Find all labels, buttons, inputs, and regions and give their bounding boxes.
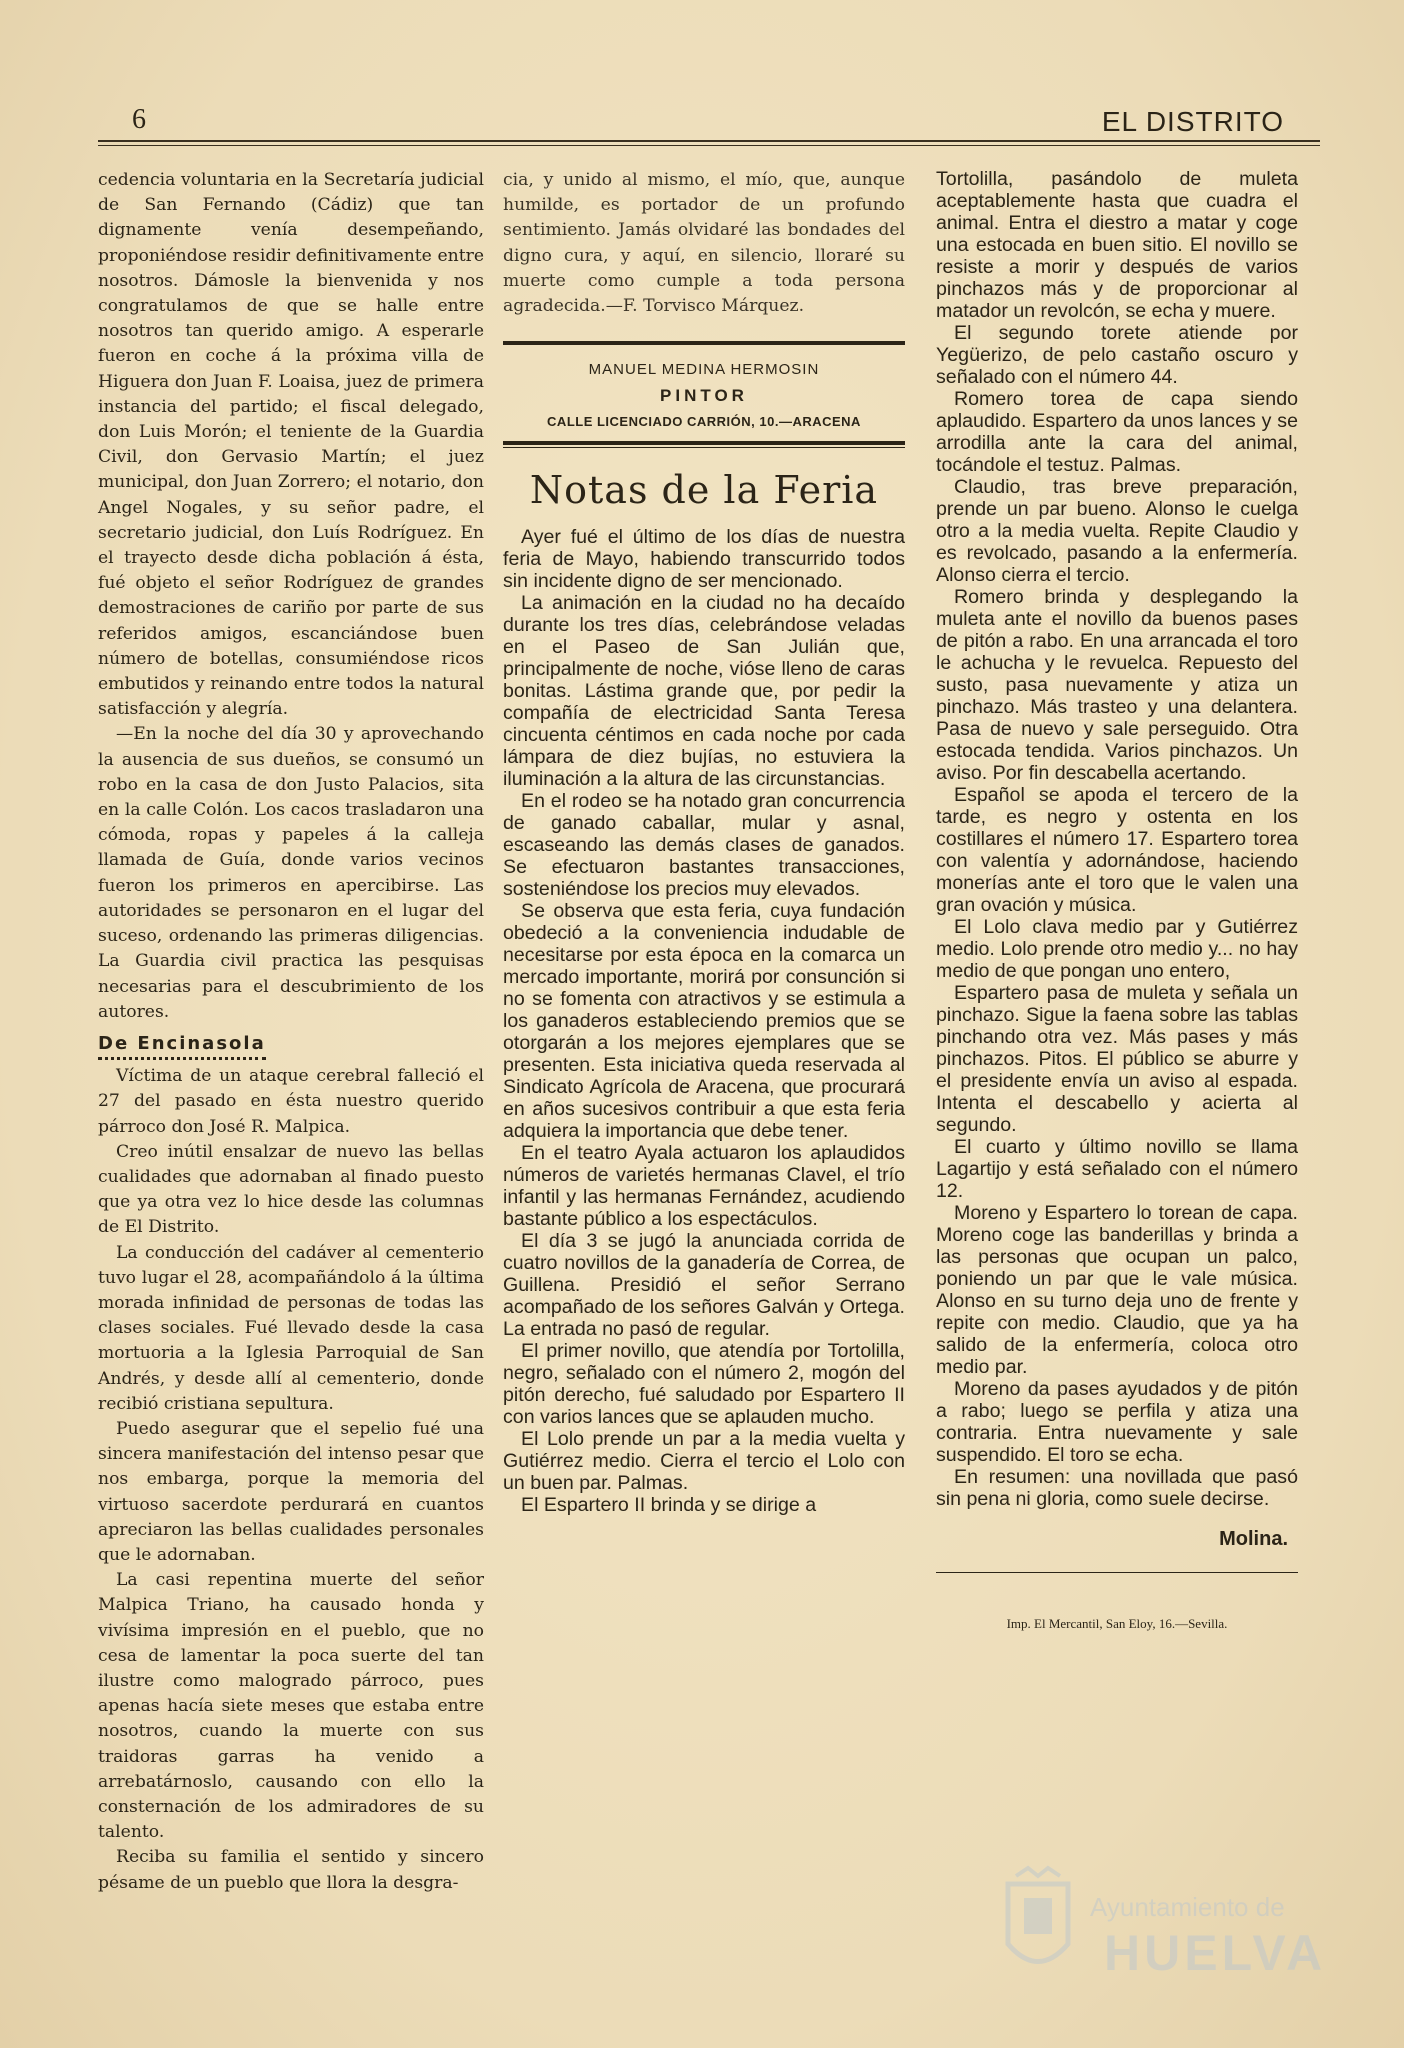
article-paragraph: La casi repentina muerte del señor Malpica Triano, ha causado honda y vivísima impresión en el pueblo, que no cesa de lamentar la poca suerte del tan ilustre como malogrado párroco, pues apenas hacía siete meses que estaba entre nosotros, cuando la muerte con sus traidoras garras ha venido a arrebatárnoslo, causando con ello la consternación de los admiradores de su talento. bbox=[98, 1570, 484, 1843]
article-paragraph: La animación en la ciudad no ha decaído durante los tres días, celebrándose veladas en el Paseo de San Julián que, principalmente de noche, vióse lleno de caras bonitas. Lástima grande que, por pedir la compañía de electricidad Santa Teresa cincuenta céntimos en cada noche por cada lámpara de diez bujías, no estuviera la iluminación a la altura de las circunstancias. bbox=[503, 592, 905, 791]
article-paragraph: El Lolo prende un par a la media vuelta y Gutiérrez medio. Cierra el tercio el Lolo con un buen par. Palmas. bbox=[503, 1428, 905, 1495]
archive-watermark bbox=[998, 1864, 1328, 2004]
article-paragraph: Romero torea de capa siendo aplaudido. Espartero da unos lances y se arrodilla ante la cara del animal, tocándole el testuz. Palmas. bbox=[936, 388, 1298, 476]
watermark-line-2: HUELVA bbox=[1104, 1925, 1327, 1981]
column-2 bbox=[503, 168, 905, 1516]
divider-rule-thin bbox=[503, 447, 905, 448]
article-paragraph: El primer novillo, que atendía por Tortolilla, negro, señalado con el número 2, mogón del pitón derecho, fué saludado por Espartero II con varios lances que se aplauden mucho. bbox=[503, 1340, 905, 1429]
article-paragraph: Puedo asegurar que el sepelio fué una sincera manifestación del intenso pesar que nos embarga, porque la memoria del virtuoso sacerdote perdurará en cuantos apreciaron las bellas cualidades personales que le adornaban. bbox=[98, 1418, 484, 1565]
article-paragraph: —En la noche del día 30 y aprovechando la ausencia de sus dueños, se consumó un robo en la casa de don Justo Palacios, sita en la calle Colón. Los cacos trasladaron una cómoda, ropas y papeles á la calleja llamada de Guía, donde varios vecinos fueron los primeros en apercibirse. Las autoridades se personaron en el lugar del suceso, ordenando las primeras diligencias. La Guardia civil practica las pesquisas necesarias para el descubrimiento de los autores. bbox=[98, 724, 484, 1022]
divider-rule-thin bbox=[936, 1572, 1298, 1573]
article-paragraph: En el rodeo se ha notado gran concurrencia de ganado caballar, mular y asnal, escaseando las demás clases de ganados. Se efectuaron bastantes transacciones, sosteniéndose los precios muy elevados. bbox=[503, 790, 905, 901]
ad-address: CALLE LICENCIADO CARRIÓN, 10.—ARACENA bbox=[547, 414, 861, 430]
ad-name: MANUEL MEDINA HERMOSIN bbox=[588, 361, 820, 379]
article-paragraph: El día 3 se jugó la anunciada corrida de cuatro novillos de la ganadería de Correa, de Guillena. Presidió el señor Serrano acompañado de los señores Galván y Ortega. La entrada no pasó de regular. bbox=[503, 1230, 905, 1341]
article-paragraph: En el teatro Ayala actuaron los aplaudidos números de varietés hermanas Clavel, el trío infantil y las hermanas Fernández, acudiendo bastante público a los espectáculos. bbox=[503, 1142, 905, 1231]
article-paragraph: Víctima de un ataque cerebral falleció el 27 del pasado en ésta nuestro querido párroco don José R. Malpica. bbox=[98, 1066, 484, 1137]
article-paragraph: El cuarto y último novillo se llama Lagartijo y está señalado con el número 12. bbox=[936, 1136, 1298, 1202]
watermark-line-1: Ayuntamiento de bbox=[1090, 1892, 1285, 1922]
header-rule-thin bbox=[98, 145, 1320, 146]
advertisement bbox=[503, 345, 905, 441]
section-subhead: De Encinasola bbox=[98, 1031, 266, 1060]
article-paragraph: El segundo torete atiende por Yegüerizo, de pelo castaño oscuro y señalado con el número 44. bbox=[936, 322, 1298, 388]
section-title: Notas de la Feria bbox=[529, 468, 879, 513]
printer-imprint: Imp. El Mercantil, San Eloy, 16.—Sevilla. bbox=[1006, 1616, 1228, 1631]
article-paragraph: En resumen: una novillada que pasó sin pena ni gloria, como suele decirse. bbox=[936, 1466, 1298, 1510]
article-paragraph: Ayer fué el último de los días de nuestra feria de Mayo, habiendo transcurrido todos sin incidente digno de ser mencionado. bbox=[503, 526, 905, 593]
author-signature: Molina. bbox=[1219, 1528, 1288, 1550]
article-paragraph: Claudio, tras breve preparación, prende un par bueno. Alonso le cuelga otro a la media vuelta. Repite Claudio y es revolcado, pasando a la enfermería. Alonso cierra el tercio. bbox=[936, 476, 1298, 586]
article-paragraph: Reciba su familia el sentido y sincero pésame de un pueblo que llora la desgra- bbox=[98, 1847, 484, 1893]
article-paragraph: Romero brinda y desplegando la muleta ante el novillo da buenos pases de pitón a rabo. En una arrancada el toro le achucha y le revuelca. Repuesto del susto, pasa nuevamente y atiza un pinchazo. Más trasteo y una delantera. Pasa de nuevo y sale perseguido. Otra estocada tendida. Varios pinchazos. Un aviso. Por fin descabella acertando. bbox=[936, 586, 1298, 784]
article-paragraph: Moreno da pases ayudados y de pitón a rabo; luego se perfila y atiza una contraria. Entra nuevamente y sale suspendido. El toro se echa. bbox=[936, 1378, 1298, 1466]
article-paragraph: La conducción del cadáver al cementerio tuvo lugar el 28, acompañándolo á la última morada infinidad de personas de todas las clases sociales. Fué llevado desde la casa mortuoria a la Iglesia Parroquial de San Andrés, y desde allí al cementerio, donde recibió cristiana sepultura. bbox=[98, 1242, 484, 1414]
article-paragraph: El Lolo clava medio par y Gutiérrez medio. Lolo prende otro medio y... no hay medio de que pongan uno entero, bbox=[936, 916, 1298, 982]
article-paragraph: El Espartero II brinda y se dirige a bbox=[521, 1494, 817, 1517]
article-paragraph: Se observa que esta feria, cuya fundación obedeció a la conveniencia indudable de necesitarse por esta época en la comarca un mercado importante, morirá por consunción si no se fomenta con atractivos y se estimula a los ganaderos estableciendo premios que se otorgarán a los mejores ejemplares que se presenten. Esta iniciativa queda reservada al Sindicato Agrícola de Aracena, que procurará en años sucesivos contribuir a que esta feria adquiera la importancia que debe tener. bbox=[503, 900, 905, 1143]
page-header bbox=[98, 104, 1320, 144]
article-paragraph: Español se apoda el tercero de la tarde, es negro y ostenta en los costillares el número 17. Espartero torea con valentía y adornándose, haciendo monerías ante el toro que le valen una gran ovación y música. bbox=[936, 784, 1298, 916]
article-paragraph: Moreno y Espartero lo torean de capa. Moreno coge las banderillas y brinda a las personas que ocupan un palco, poniendo un par que le vale música. Alonso en su turno deja uno de frente y repite con medio. Claudio, que ya ha salido de la enfermería, coloca otro medio par. bbox=[936, 1202, 1298, 1378]
article-paragraph: Tortolilla, pasándolo de muleta aceptablemente hasta que cuadra el animal. Entra el diestro a matar y coge una estocada en buen sitio. El novillo se resiste a morir y después de varios pinchazos más y de proporcionar al matador un revolcón, se echa y muere. bbox=[936, 168, 1298, 322]
ad-trade: PINTOR bbox=[660, 386, 748, 406]
column-1 bbox=[98, 168, 484, 1896]
page-number: 6 bbox=[132, 104, 146, 135]
article-paragraph: cedencia voluntaria en la Secretaría judicial de San Fernando (Cádiz) que tan dignamente venía desempeñando, proponiéndose residir definitivamente entre nosotros. Dámosle la bienvenida y nos congratulamos de que se halle entre nosotros tan querido amigo. A esperarle fueron en coche á la próxima villa de Higuera don Juan F. Loaisa, juez de primera instancia del partido; el fiscal delegado, don Luis Morón; el teniente de la Guardia Civil, don Gervasio Martín; el juez municipal, don Juan Zorrero; el notario, don Angel Nogales, y su señor padre, el secretario judicial, don Luís Rodríguez. En el trayecto desde dicha población á ésta, fué objeto el señor Rodríguez de grandes demostraciones de cariño por parte de sus referidos amigos, escanciándose buen número de botellas, consumiéndose ricos embutidos y reinando entre todos la natural satisfacción y alegría. bbox=[98, 170, 484, 720]
article-continuation: cia, y unido al mismo, el mío, que, aunque humilde, es portador de un profundo sentimiento. Jamás olvidaré las bondades del digno cura, y aquí, en silencio, lloraré su muerte como cumple a toda persona agradecida.—F. Torvisco Márquez. bbox=[503, 170, 905, 317]
article-paragraph: Espartero pasa de muleta y señala un pinchazo. Sigue la faena sobre las tablas pinchando otra vez. Más pases y más pinchazos. Pitos. El público se aburre y el presidente envía un aviso al espada. Intenta el descabello y acierta al segundo. bbox=[936, 982, 1298, 1136]
column-3 bbox=[936, 168, 1298, 1635]
publication-title: EL DISTRITO bbox=[1101, 106, 1284, 137]
coat-of-arms-icon bbox=[998, 1864, 1078, 1984]
header-rule bbox=[98, 140, 1320, 142]
article-paragraph: Creo inútil ensalzar de nuevo las bellas cualidades que adornaban al finado puesto que ya otra vez lo hice desde las columnas de El Distrito. bbox=[98, 1141, 484, 1238]
divider-rule bbox=[503, 441, 905, 445]
